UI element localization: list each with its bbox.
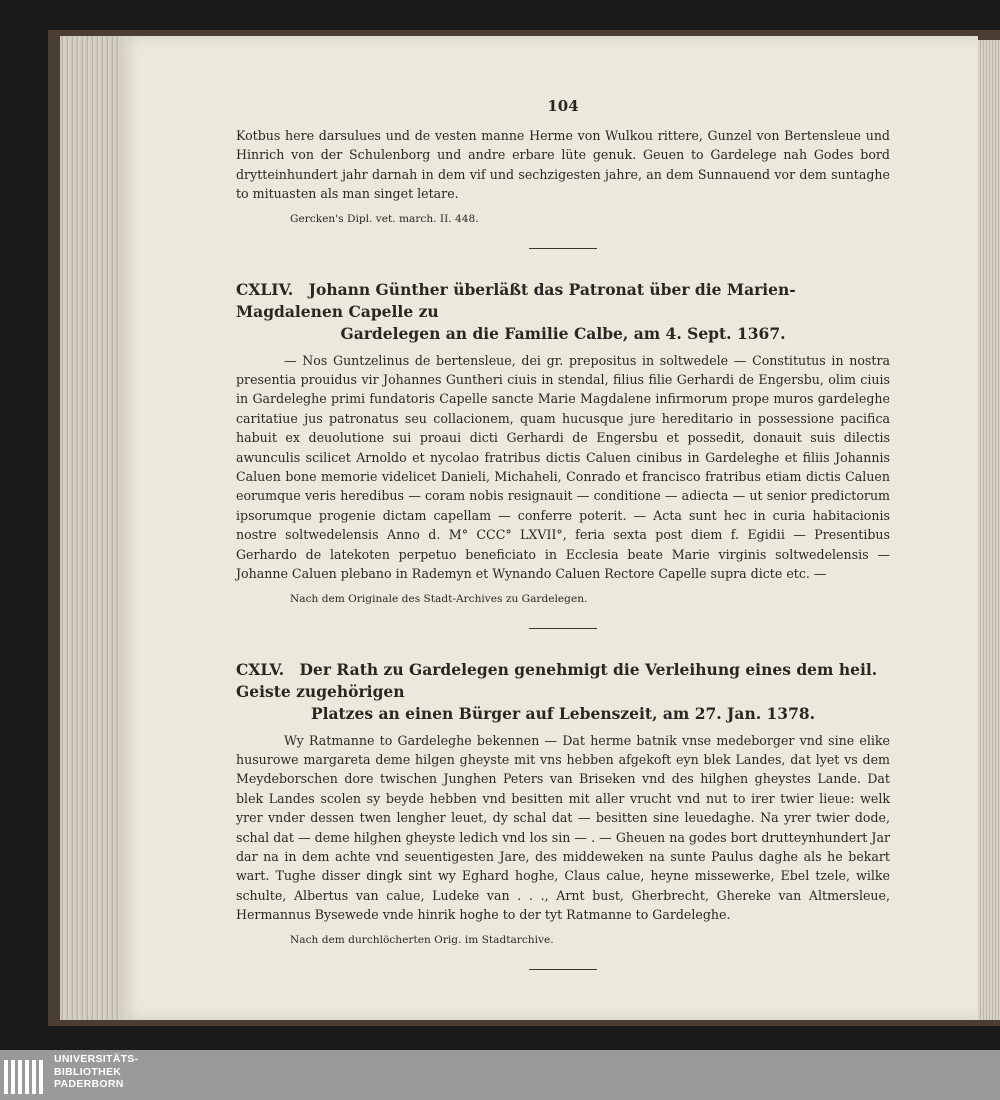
page-number: 104 bbox=[547, 97, 579, 115]
section-title-line2: Platzes an einen Bürger auf Lebenszeit, am 27. Jan. 1378. bbox=[310, 703, 816, 723]
section-body-cxlv: Wy Ratmanne to Gardeleghe bekennen — Dat herme batnik vnse medeborger vnd sine elike husurowe margareta deme hilgen gheyste mit vns hebben afgekoft eyn blek Landes, dat lyet vs dem Meydeborschen dore twischen Junghen Peters van Briseken vnd des hilghen gheystes Lande. Dat blek Landes scolen sy beyde hebben vnd besitten mit aller vrucht vnd nut to irer twier lieue: welk yrer vnder dessen twen lengher leuet, dy schal dat — besitten sine leuedaghe. Na yrer twier dode, schal dat — deme hilghen gheyste ledich vnd los sin — . — Gheuen na godes bort drutteynhundert Jar dar na in dem achte vnd seuentigesten Jare, des middeweken na sunte Paulus daghe als he bekart wart. Tughe disser dingk sint wy Eghard hoghe, Claus calue, heyne missewerke, Ebel tzele, wilke schulte, Albertus van calue, Ludeke van . . ., Arnt bust, Gherbrecht, Ghereke van Altmersleue, Hermannus Bysewede vnde hinrik hoghe to der tyt Ratmanne to Gardeleghe. bbox=[236, 732, 890, 923]
intro-source: Gercken's Dipl. vet. march. II. 448. bbox=[290, 212, 479, 225]
library-name-line1: UNIVERSITÄTS- bbox=[54, 1053, 139, 1065]
section-divider bbox=[529, 248, 597, 249]
library-logo-text bbox=[54, 1053, 138, 1091]
section-body-cxliv: — Nos Guntzelinus de bertensleue, dei gr. prepositus in soltwedele — Constitutus in nostra presentia prouidus vir Johannes Guntheri ciuis in stendal, filius filie Gerhardi de Engersbu, olim ciuis in Gardeleghe primi fundatoris Capelle sancte Marie Magdalene infirmorum prope muros gardeleghe caritatiue jus patronatus seu collacionem, quam hucusque jure hereditario in possessione pacifica habuit ex deuolutione sui proaui dicti Gerhardi de Engersbu et possedit, donauit suis dilectis awunculis scilicet Arnoldo et nycolao fratribus dictis Caluen cinibus in Gardeleghe et filiis Johannis Caluen bone memorie videlicet Danieli, Michaheli, Conrado et francisco fratribus etiam dictis Caluen eorumque veris heredibus — coram nobis resignauit — conditione — adiecta — ut senior predictorum ipsorumque progenie dictam capellam — conferre poterit. — Acta sunt hec in curia habitacionis nostre soltwedelensis Anno d. M° CCC° LXVII°, feria sexta post diem f. Egidii — Presentibus Gerhardo de latekoten perpetuo beneficiato in Ecclesia beate Marie virginis soltwedelensis — Johanne Caluen plebano in Rademyn et Wynando Caluen Rectore Capelle supra dicte etc. — bbox=[236, 352, 890, 582]
section-divider bbox=[529, 969, 597, 970]
section-divider bbox=[529, 628, 597, 629]
section-heading-cxlv bbox=[236, 659, 890, 725]
library-footer bbox=[0, 1050, 1000, 1100]
section-source-cxliv: Nach dem Originale des Stadt-Archives zu Gardelegen. bbox=[290, 592, 588, 605]
library-logo-icon bbox=[4, 1056, 48, 1094]
book-page bbox=[120, 36, 978, 1020]
library-name-line3: PADERBORN bbox=[54, 1078, 124, 1090]
section-heading-cxliv bbox=[236, 279, 890, 345]
section-title-line1: Johann Günther überläßt das Patronat über die Marien-Magdalenen Capelle zu bbox=[236, 279, 796, 321]
section-title-line2: Gardelegen an die Familie Calbe, am 4. Sept. 1367. bbox=[340, 323, 786, 343]
library-name-line2: BIBLIOTHEK bbox=[54, 1065, 122, 1078]
section-numeral: CXLV. bbox=[236, 659, 285, 679]
page-content bbox=[236, 96, 890, 970]
right-page-edge bbox=[978, 40, 1000, 1020]
page-edges bbox=[60, 36, 126, 1020]
section-numeral: CXLIV. bbox=[236, 279, 294, 299]
section-source-cxlv: Nach dem durchlöcherten Orig. im Stadtarchive. bbox=[290, 933, 554, 946]
section-title-line1: Der Rath zu Gardelegen genehmigt die Verleihung eines dem heil. Geiste zugehörigen bbox=[236, 659, 878, 701]
intro-paragraph: Kotbus here darsulues und de vesten manne Herme von Wulkou rittere, Gunzel von Bertensleue und Hinrich von der Schulenborg und andre erbare lüte genuk. Geuen to Gardelege nah Godes bord drytteinhundert jahr darnah in dem vif und sechzigesten jahre, an dem Sunnauend vor dem suntaghe to mituasten als man singet letare. bbox=[236, 128, 890, 202]
